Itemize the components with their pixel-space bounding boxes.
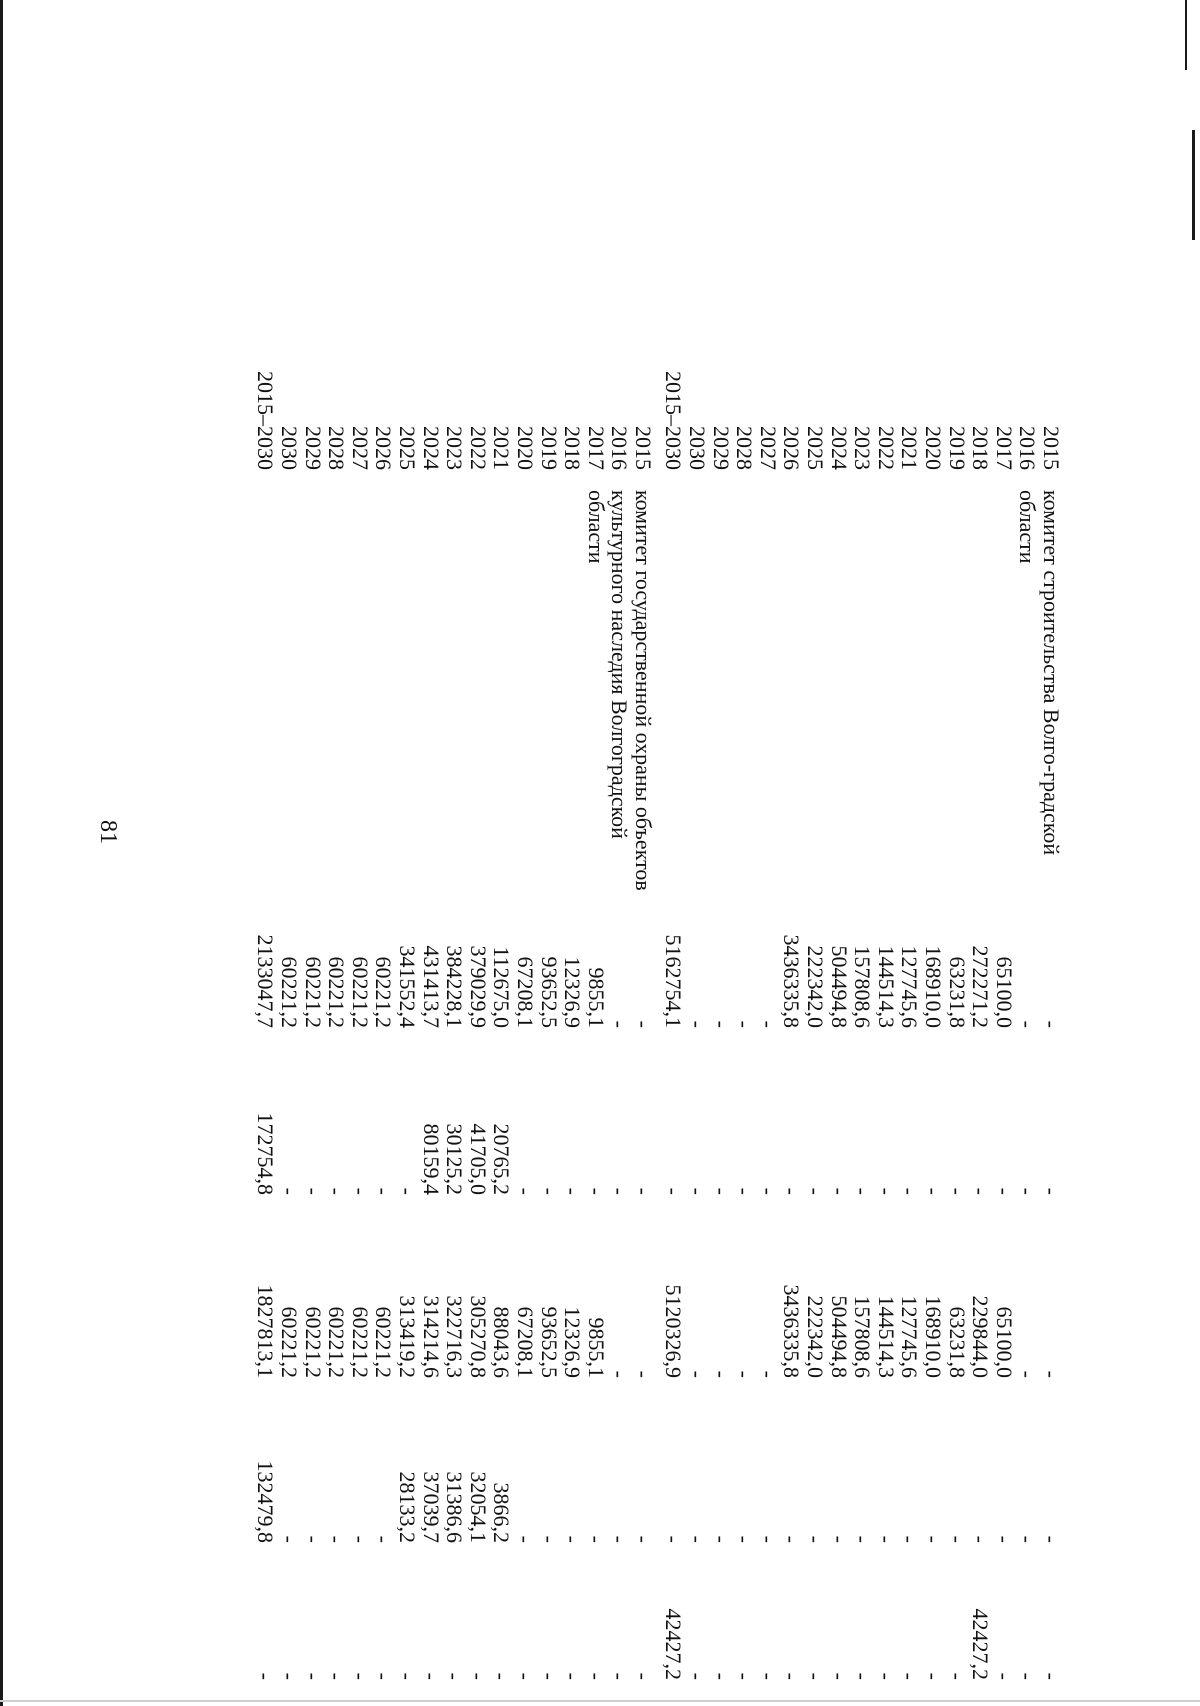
total-cell: 65100,0 (991, 956, 1017, 1028)
year-cell: 2021 (897, 426, 923, 470)
regional-budget-cell: 63231,8 (944, 1306, 970, 1378)
federal-budget-cell: - (708, 1187, 734, 1195)
local-budget-cell: - (631, 1535, 656, 1543)
regional-budget-cell: 5120326,9 (661, 1284, 687, 1378)
local-budget-cell: - (803, 1535, 829, 1543)
federal-budget-cell: 30125,2 (442, 1123, 468, 1195)
extrabudgetary-cell: - (1039, 1672, 1064, 1680)
year-cell: 2029 (708, 426, 734, 470)
extrabudgetary-cell: - (755, 1672, 781, 1680)
total-cell: - (732, 1020, 758, 1028)
regional-budget-cell: 313419,2 (395, 1295, 421, 1378)
extrabudgetary-cell: - (921, 1672, 947, 1680)
local-column (254, 1428, 655, 1543)
year-cell: 2016 (1015, 426, 1041, 470)
year-cell: 2023 (850, 426, 876, 470)
extrabudgetary-cell: 42427,2 (968, 1608, 994, 1680)
federal-budget-cell: 80159,4 (418, 1123, 444, 1195)
executor-name: комитет государственной охраны объектов культурного наследия Волгоградской области (583, 490, 656, 891)
federal-budget-cell: - (779, 1187, 805, 1195)
extrabudgetary-cell: - (300, 1672, 326, 1680)
regional-budget-cell: 229844,0 (968, 1295, 994, 1378)
year-cell: 2025 (803, 426, 829, 470)
federal-budget-cell: - (897, 1187, 923, 1195)
regional-column (254, 1253, 655, 1378)
extrabudgetary-cell: - (944, 1672, 970, 1680)
year-cell: 2015 (1039, 426, 1064, 470)
total-cell: 112675,0 (489, 946, 515, 1028)
year-cell: 2027 (347, 426, 373, 470)
regional-budget-cell: 144514,3 (873, 1295, 899, 1378)
federal-budget-cell: - (395, 1187, 421, 1195)
extrabudgetary-cell: - (324, 1672, 350, 1680)
regional-budget-cell: 1827813,1 (253, 1284, 279, 1378)
total-cell: - (685, 1020, 711, 1028)
extrabudgetary-cell: - (560, 1672, 586, 1680)
local-budget-cell: - (661, 1535, 687, 1543)
year-cell: 2024 (418, 426, 444, 470)
year-cell: 2016 (607, 426, 633, 470)
federal-budget-cell: - (803, 1187, 829, 1195)
total-cell: 60221,2 (277, 956, 303, 1028)
total-cell: 60221,2 (347, 956, 373, 1028)
regional-budget-cell: 60221,2 (324, 1306, 350, 1378)
federal-budget-cell: 20765,2 (489, 1123, 515, 1195)
extrabudgetary-cell: - (253, 1672, 279, 1680)
year-cell: 2028 (324, 426, 350, 470)
extrabudgetary-cell: - (873, 1672, 899, 1680)
local-budget-cell: - (1039, 1535, 1064, 1543)
years-column (662, 330, 1063, 470)
total-cell: - (607, 1020, 633, 1028)
extrabudgetary-cell: 42427,2 (661, 1608, 687, 1680)
extra-column (254, 1560, 655, 1680)
federal-budget-cell: 172754,8 (253, 1112, 279, 1195)
federal-budget-cell: - (324, 1187, 350, 1195)
federal-budget-cell: - (536, 1187, 562, 1195)
year-cell: 2020 (513, 426, 539, 470)
local-budget-cell: - (968, 1535, 994, 1543)
local-budget-cell: - (755, 1535, 781, 1543)
federal-budget-cell: - (560, 1187, 586, 1195)
years-column (254, 330, 655, 470)
year-cell: 2023 (442, 426, 468, 470)
year-cell: 2028 (732, 426, 758, 470)
regional-budget-cell: 88043,6 (489, 1306, 515, 1378)
local-budget-cell: - (779, 1535, 805, 1543)
total-cell: 341552,4 (395, 945, 421, 1028)
total-cell: 5162754,1 (661, 934, 687, 1028)
extrabudgetary-cell: - (277, 1672, 303, 1680)
local-budget-cell: - (944, 1535, 970, 1543)
extrabudgetary-cell: - (850, 1672, 876, 1680)
federal-budget-cell: - (685, 1187, 711, 1195)
extrabudgetary-cell: - (803, 1672, 829, 1680)
total-cell: 127745,6 (897, 945, 923, 1028)
total-cell: 9855,1 (583, 967, 609, 1028)
extrabudgetary-cell: - (418, 1672, 444, 1680)
year-cell: 2019 (536, 426, 562, 470)
local-budget-cell: - (560, 1535, 586, 1543)
local-budget-cell: - (1015, 1535, 1041, 1543)
year-cell: 2024 (826, 426, 852, 470)
year-cell: 2026 (779, 426, 805, 470)
local-budget-cell: - (583, 1535, 609, 1543)
total-cell: - (755, 1020, 781, 1028)
local-budget-cell: - (277, 1535, 303, 1543)
year-cell: 2021 (489, 426, 515, 470)
local-budget-cell: 37039,7 (418, 1471, 444, 1543)
year-cell: 2030 (685, 426, 711, 470)
year-cell: 2019 (944, 426, 970, 470)
federal-budget-cell: - (1039, 1187, 1064, 1195)
regional-budget-cell: 60221,2 (347, 1306, 373, 1378)
extrabudgetary-cell: - (489, 1672, 515, 1680)
local-budget-cell: - (513, 1535, 539, 1543)
regional-column (662, 1253, 1063, 1378)
federal-budget-cell: - (583, 1187, 609, 1195)
federal-budget-cell: - (755, 1187, 781, 1195)
regional-budget-cell: - (1015, 1370, 1041, 1378)
extrabudgetary-cell: - (779, 1672, 805, 1680)
federal-budget-cell: - (347, 1187, 373, 1195)
local-budget-cell: - (536, 1535, 562, 1543)
year-cell: 2018 (968, 426, 994, 470)
local-budget-cell: - (850, 1535, 876, 1543)
extrabudgetary-cell: - (583, 1672, 609, 1680)
total-cell: - (1015, 1020, 1041, 1028)
regional-budget-cell: 65100,0 (991, 1306, 1017, 1378)
federal-budget-cell: - (300, 1187, 326, 1195)
regional-budget-cell: 67208,1 (513, 1306, 539, 1378)
total-cell: 157808,6 (850, 945, 876, 1028)
total-cell: 60221,2 (300, 956, 326, 1028)
local-budget-cell: - (324, 1535, 350, 1543)
extrabudgetary-cell: - (536, 1672, 562, 1680)
regional-budget-cell: 127745,6 (897, 1295, 923, 1378)
regional-budget-cell: - (732, 1370, 758, 1378)
regional-budget-cell: 60221,2 (277, 1306, 303, 1378)
extrabudgetary-cell: - (685, 1672, 711, 1680)
local-budget-cell: 28133,2 (395, 1471, 421, 1543)
page-number: 81 (95, 820, 121, 844)
extrabudgetary-cell: - (631, 1672, 656, 1680)
federal-budget-cell: - (873, 1187, 899, 1195)
federal-budget-cell: - (991, 1187, 1017, 1195)
federal-budget-cell: - (513, 1187, 539, 1195)
year-cell: 2020 (921, 426, 947, 470)
year-cell: 2017 (583, 426, 609, 470)
extrabudgetary-cell: - (826, 1672, 852, 1680)
regional-budget-cell: - (607, 1370, 633, 1378)
extrabudgetary-cell: - (442, 1672, 468, 1680)
total-cell: 144514,3 (873, 945, 899, 1028)
year-cell: 2025 (395, 426, 421, 470)
federal-budget-cell: 41705,0 (465, 1123, 491, 1195)
total-cell: 504494,8 (826, 945, 852, 1028)
executor-name: комитет строительства Волго-градской области (1015, 490, 1064, 856)
regional-budget-cell: 9855,1 (583, 1317, 609, 1378)
regional-budget-cell: 314214,6 (418, 1295, 444, 1378)
local-budget-cell: - (300, 1535, 326, 1543)
regional-budget-cell: 504494,8 (826, 1295, 852, 1378)
extrabudgetary-cell: - (897, 1672, 923, 1680)
extrabudgetary-cell: - (708, 1672, 734, 1680)
extrabudgetary-cell: - (465, 1672, 491, 1680)
total-cell: 3436335,8 (779, 934, 805, 1028)
regional-budget-cell: 93652,5 (536, 1306, 562, 1378)
regional-budget-cell: 322716,3 (442, 1295, 468, 1378)
extrabudgetary-cell: - (347, 1672, 373, 1680)
total-cell: 272271,2 (968, 945, 994, 1028)
regional-budget-cell: - (685, 1370, 711, 1378)
total-cell: 379029,9 (465, 945, 491, 1028)
total-cell: 12326,9 (560, 956, 586, 1028)
federal-budget-cell: - (371, 1187, 397, 1195)
local-budget-cell: - (347, 1535, 373, 1543)
local-budget-cell: - (921, 1535, 947, 1543)
extrabudgetary-cell: - (371, 1672, 397, 1680)
year-cell: 2017 (991, 426, 1017, 470)
total-cell: 60221,2 (324, 956, 350, 1028)
extrabudgetary-cell: - (991, 1672, 1017, 1680)
year-cell: 2015–2030 (253, 371, 279, 470)
local-budget-cell: - (873, 1535, 899, 1543)
federal-column (254, 1085, 655, 1195)
local-budget-cell: 132479,8 (253, 1460, 279, 1543)
extrabudgetary-cell: - (1015, 1672, 1041, 1680)
federal-budget-cell: - (826, 1187, 852, 1195)
year-cell: 2027 (755, 426, 781, 470)
local-budget-cell: - (371, 1535, 397, 1543)
total-cell: - (631, 1020, 656, 1028)
regional-budget-cell: - (755, 1370, 781, 1378)
federal-budget-cell: - (277, 1187, 303, 1195)
total-cell: 67208,1 (513, 956, 539, 1028)
year-cell: 2018 (560, 426, 586, 470)
local-budget-cell: - (708, 1535, 734, 1543)
federal-budget-cell: - (921, 1187, 947, 1195)
federal-budget-cell: - (944, 1187, 970, 1195)
local-budget-cell: 32054,1 (465, 1471, 491, 1543)
local-budget-cell: - (732, 1535, 758, 1543)
federal-budget-cell: - (732, 1187, 758, 1195)
local-budget-cell: - (685, 1535, 711, 1543)
total-cell: 222342,0 (803, 945, 829, 1028)
regional-budget-cell: 305270,8 (465, 1295, 491, 1378)
total-cell: 2133047,7 (253, 934, 279, 1028)
federal-budget-cell: - (850, 1187, 876, 1195)
year-cell: 2022 (873, 426, 899, 470)
federal-budget-cell: - (1015, 1187, 1041, 1195)
regional-budget-cell: 60221,2 (371, 1306, 397, 1378)
year-cell: 2026 (371, 426, 397, 470)
local-budget-cell: - (897, 1535, 923, 1543)
total-cell: 63231,8 (944, 956, 970, 1028)
federal-column (662, 1085, 1063, 1195)
federal-budget-cell: - (607, 1187, 633, 1195)
local-budget-cell: - (826, 1535, 852, 1543)
regional-budget-cell: 60221,2 (300, 1306, 326, 1378)
local-budget-cell: 31386,6 (442, 1471, 468, 1543)
regional-budget-cell: 157808,6 (850, 1295, 876, 1378)
local-column (662, 1428, 1063, 1543)
extrabudgetary-cell: - (607, 1672, 633, 1680)
year-cell: 2015–2030 (661, 371, 687, 470)
regional-budget-cell: 3436335,8 (779, 1284, 805, 1378)
total-cell: - (1039, 1020, 1064, 1028)
local-budget-cell: - (607, 1535, 633, 1543)
regional-budget-cell: - (1039, 1370, 1064, 1378)
extrabudgetary-cell: - (395, 1672, 421, 1680)
year-cell: 2030 (277, 426, 303, 470)
total-cell: 168910,0 (921, 945, 947, 1028)
regional-budget-cell: 12326,9 (560, 1306, 586, 1378)
total-cell: 93652,5 (536, 956, 562, 1028)
total-cell: - (708, 1020, 734, 1028)
regional-budget-cell: - (631, 1370, 656, 1378)
total-column (254, 908, 655, 1028)
extrabudgetary-cell: - (513, 1672, 539, 1680)
total-cell: 384228,1 (442, 945, 468, 1028)
regional-budget-cell: 168910,0 (921, 1295, 947, 1378)
federal-budget-cell: - (968, 1187, 994, 1195)
total-column (662, 908, 1063, 1028)
federal-budget-cell: - (661, 1187, 687, 1195)
total-cell: 431413,7 (418, 945, 444, 1028)
local-budget-cell: - (991, 1535, 1017, 1543)
regional-budget-cell: 222342,0 (803, 1295, 829, 1378)
regional-budget-cell: - (708, 1370, 734, 1378)
year-cell: 2015 (631, 426, 656, 470)
year-cell: 2029 (300, 426, 326, 470)
extrabudgetary-cell: - (732, 1672, 758, 1680)
extra-column (662, 1560, 1063, 1680)
year-cell: 2022 (465, 426, 491, 470)
local-budget-cell: 3866,2 (489, 1482, 515, 1543)
total-cell: 60221,2 (371, 956, 397, 1028)
federal-budget-cell: - (631, 1187, 656, 1195)
